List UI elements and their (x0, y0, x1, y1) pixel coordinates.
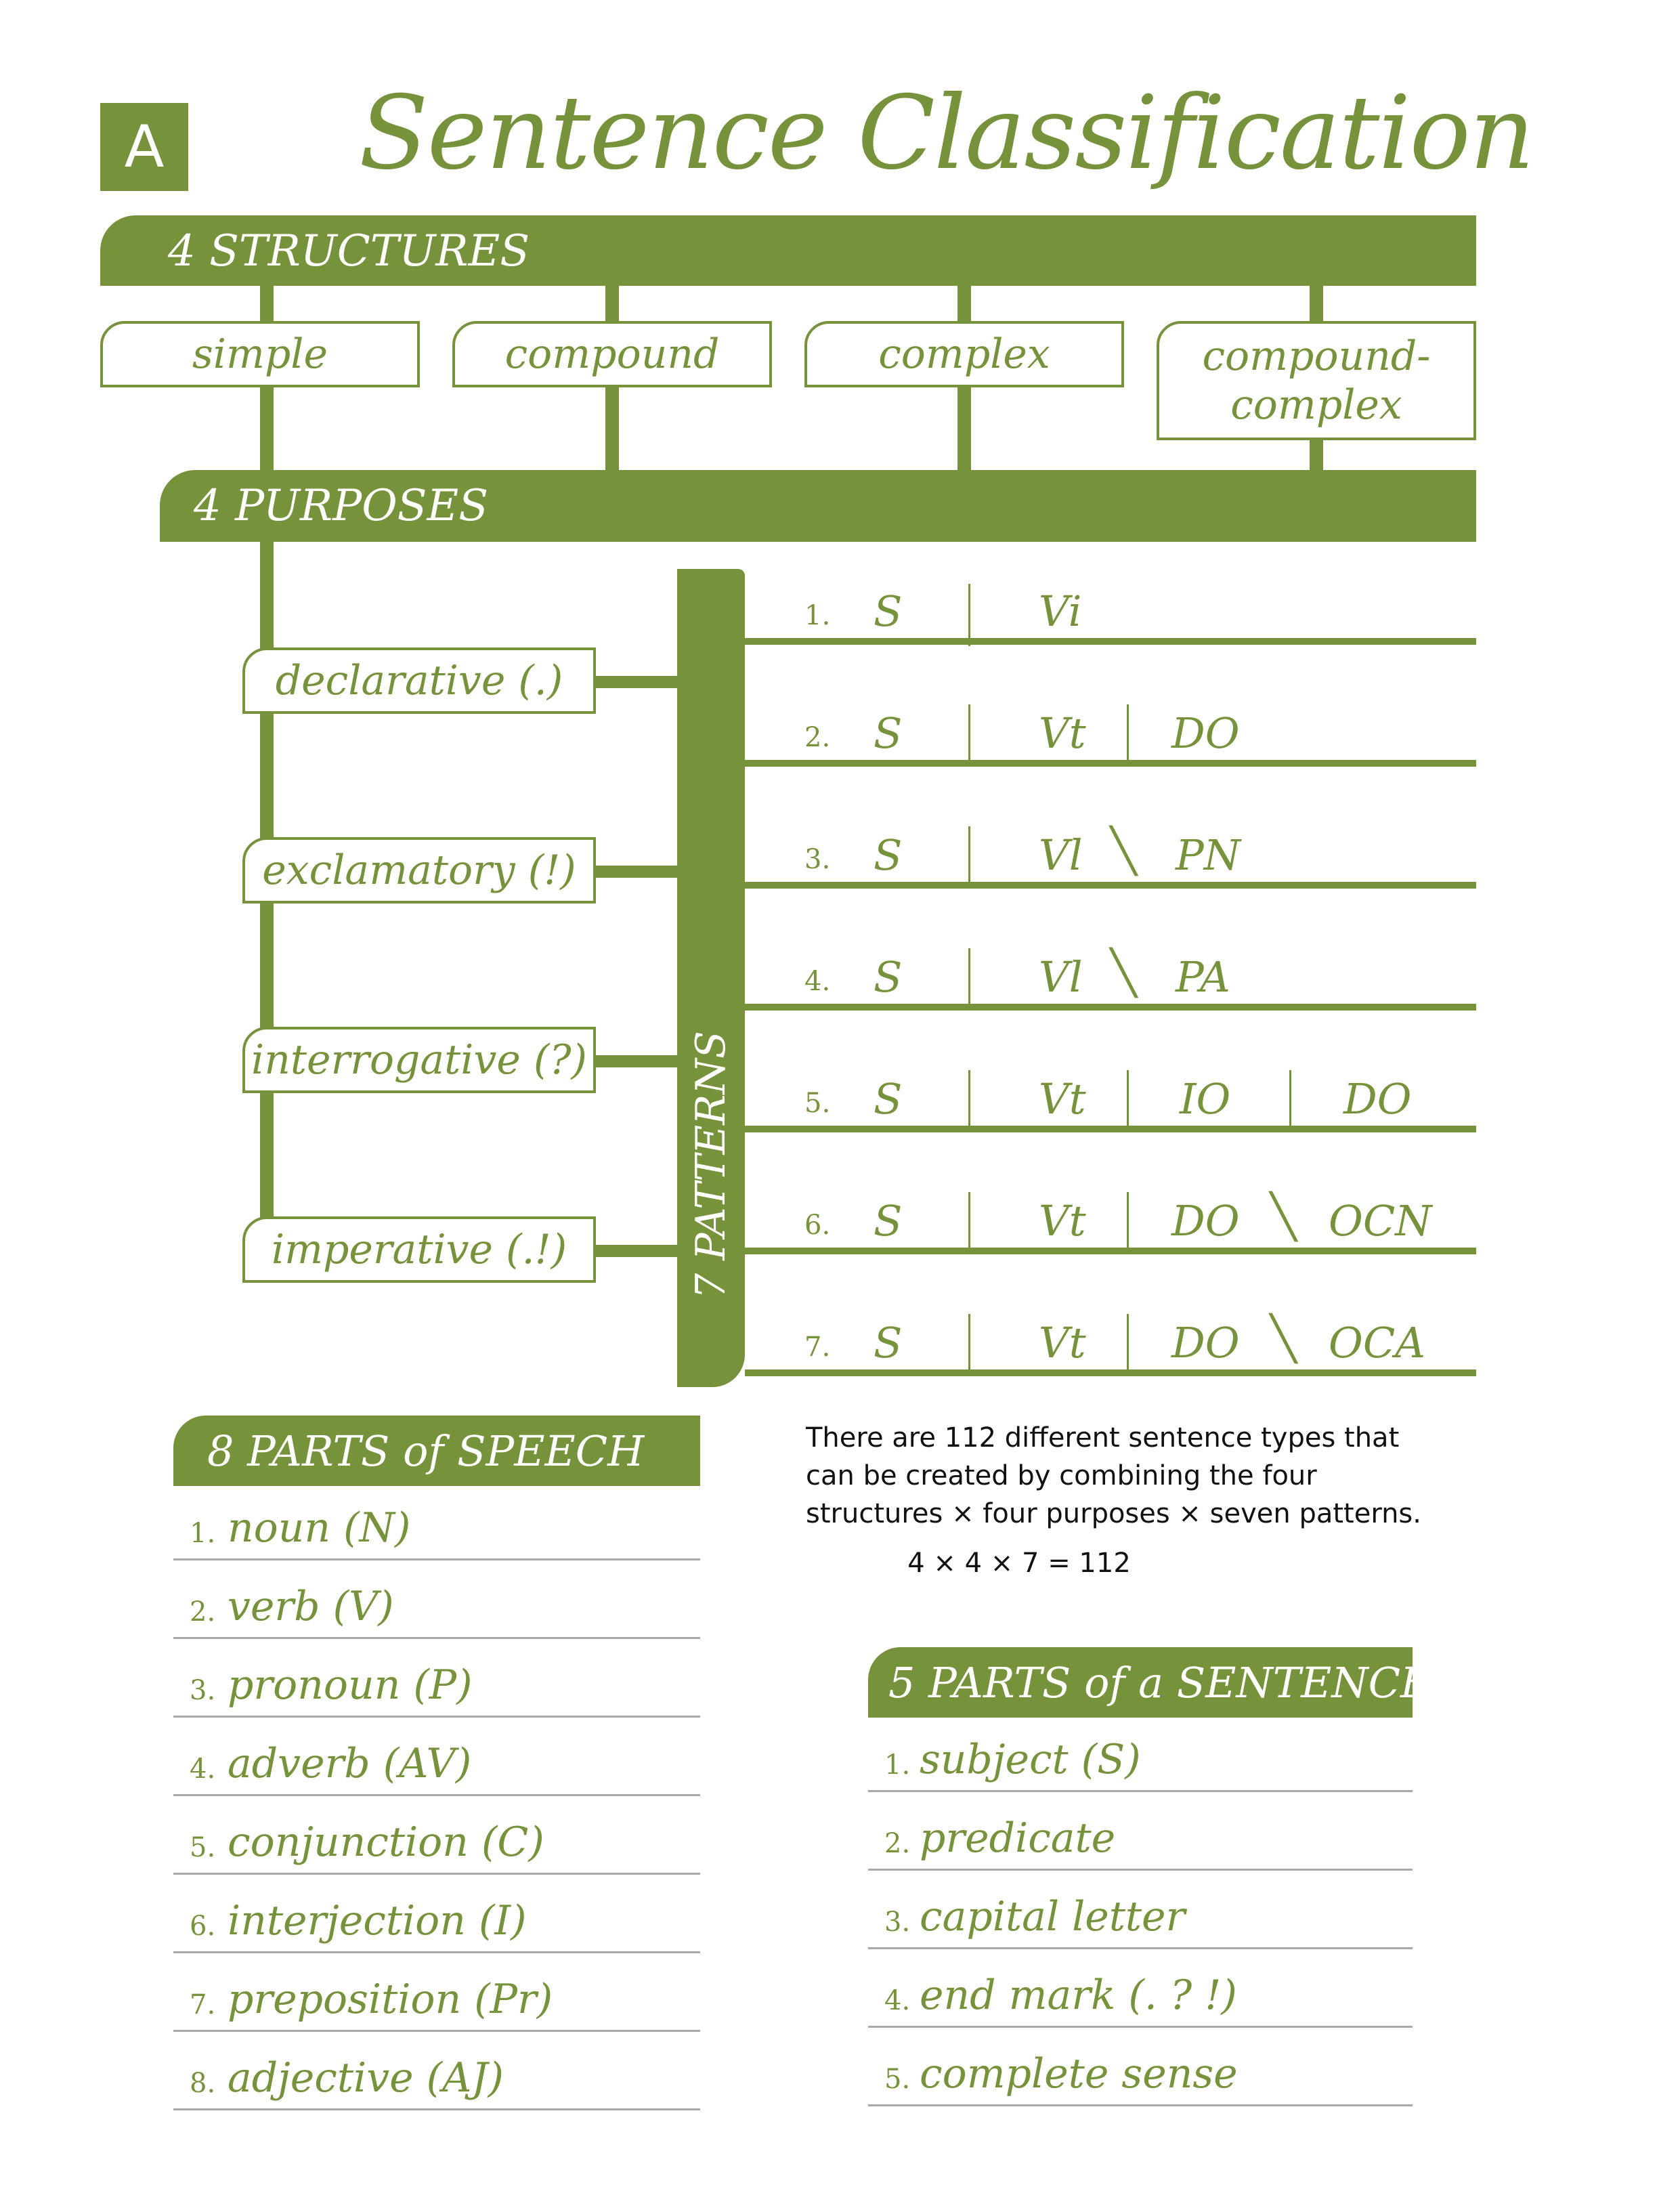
pattern-3-subject: S (874, 830, 903, 880)
pattern-1-separator (968, 584, 970, 646)
purpose-exclamatory: exclamatory (!) (242, 837, 596, 904)
section-letter-badge: A (100, 103, 188, 191)
pattern-4-verb: Vl (1039, 952, 1083, 1002)
pattern-row-line-4 (745, 1004, 1476, 1011)
purpose-declarative: declarative (.) (242, 647, 596, 714)
list-item: 1. subject (S) (868, 1714, 1413, 1792)
pattern-6-verb: Vt (1039, 1196, 1086, 1246)
pattern-7-complement: OCA (1329, 1318, 1426, 1367)
structures-bar (100, 215, 1476, 286)
parts-of-sentence-heading: 5 PARTS of a SENTENCE (888, 1658, 1431, 1707)
pattern-7-direct-object: DO (1171, 1318, 1240, 1367)
pattern-6-separator-2 (1127, 1192, 1129, 1254)
pattern-2-subject: S (874, 708, 903, 758)
sentence-types-note: There are 112 different sentence types that can be created by combining the four structures × four purposes × seven patterns. (806, 1422, 1421, 1529)
pattern-3-separator (968, 826, 970, 889)
pattern-3-complement-slash: ╲ (1111, 826, 1137, 876)
pattern-number-6: 6. (804, 1210, 831, 1241)
list-item: 2. verb (V) (173, 1560, 700, 1639)
pattern-4-subject: S (874, 952, 903, 1002)
pattern-7-complement-slash: ╲ (1270, 1314, 1297, 1364)
pattern-5-direct-object: DO (1343, 1074, 1412, 1124)
parts-of-sentence-header (868, 1647, 1431, 1718)
structures-heading: 4 STRUCTURES (168, 226, 530, 276)
pattern-number-5: 5. (804, 1088, 831, 1119)
pattern-3-verb: Vl (1039, 830, 1083, 880)
structure-compound: compound (452, 321, 772, 387)
pattern-5-indirect-object: IO (1180, 1074, 1231, 1124)
pattern-row-line-7 (745, 1369, 1476, 1376)
connector-interrogative-patterns (596, 1055, 679, 1067)
connector-declarative-patterns (596, 676, 679, 688)
list-item: 7. preposition (Pr) (173, 1953, 700, 2032)
list-item: 2. predicate (868, 1792, 1413, 1871)
pattern-7-separator-2 (1127, 1314, 1129, 1376)
compound-complex-line2: complex (1230, 381, 1402, 429)
pattern-3-complement: PN (1176, 830, 1241, 880)
structure-complex: complex (804, 321, 1124, 387)
pattern-7-subject: S (874, 1318, 903, 1367)
structure-simple: simple (100, 321, 420, 387)
pattern-6-separator-1 (968, 1192, 970, 1254)
pattern-row-line-2 (745, 760, 1476, 767)
pattern-5-separator-2 (1127, 1070, 1129, 1132)
pattern-6-direct-object: DO (1171, 1196, 1240, 1246)
pattern-7-verb: Vt (1039, 1318, 1086, 1367)
pattern-6-subject: S (874, 1196, 903, 1246)
parts-of-speech-header (173, 1416, 700, 1486)
pattern-row-line-3 (745, 882, 1476, 889)
pattern-number-2: 2. (804, 722, 831, 753)
purposes-heading: 4 PURPOSES (194, 481, 489, 531)
pattern-2-verb: Vt (1039, 708, 1086, 758)
patterns-heading: 7 PATTERNS (687, 1031, 735, 1299)
pattern-4-separator (968, 948, 970, 1011)
list-item: 1. noun (N) (173, 1482, 700, 1560)
pattern-row-line-1 (745, 638, 1476, 645)
connector-imperative-patterns (596, 1245, 679, 1257)
pattern-4-complement: PA (1176, 952, 1230, 1002)
list-item: 5. conjunction (C) (173, 1796, 700, 1875)
pattern-number-3: 3. (804, 844, 831, 875)
pattern-number-4: 4. (804, 966, 831, 997)
pattern-2-separator-2 (1127, 704, 1129, 767)
page-title: Sentence Classification (359, 75, 1534, 192)
list-item: 3. pronoun (P) (173, 1639, 700, 1718)
pattern-5-separator-1 (968, 1070, 970, 1132)
list-item: 4. end mark (. ? !) (868, 1949, 1413, 2028)
list-item: 8. adjective (AJ) (173, 2032, 700, 2110)
pattern-5-subject: S (874, 1074, 903, 1124)
pattern-row-line-6 (745, 1248, 1476, 1254)
pattern-6-complement: OCN (1329, 1196, 1432, 1246)
purpose-interrogative: interrogative (?) (242, 1027, 596, 1093)
list-item: 6. interjection (I) (173, 1875, 700, 1953)
pattern-4-complement-slash: ╲ (1111, 948, 1137, 998)
list-item: 5. complete sense (868, 2028, 1413, 2106)
list-item: 4. adverb (AV) (173, 1718, 700, 1796)
pattern-7-separator-1 (968, 1314, 970, 1376)
parts-of-speech-heading: 8 PARTS of SPEECH (207, 1426, 645, 1476)
compound-complex-line1: compound- (1202, 333, 1431, 380)
purposes-bar (160, 470, 1476, 542)
list-item: 3. capital letter (868, 1871, 1413, 1949)
pattern-2-separator-1 (968, 704, 970, 767)
pattern-row-line-5 (745, 1126, 1476, 1132)
pattern-6-complement-slash: ╲ (1270, 1192, 1297, 1242)
purpose-imperative: imperative (.!) (242, 1216, 596, 1283)
sentence-types-equation: 4 × 4 × 7 = 112 (907, 1548, 1131, 1579)
connector-exclamatory-patterns (596, 866, 679, 878)
pattern-1-subject: S (874, 587, 903, 636)
pattern-number-1: 1. (804, 600, 831, 631)
pattern-5-separator-3 (1289, 1070, 1291, 1132)
pattern-5-verb: Vt (1039, 1074, 1086, 1124)
pattern-1-verb: Vi (1039, 587, 1082, 636)
pattern-2-object: DO (1171, 708, 1240, 758)
structure-compound-complex (1157, 321, 1476, 440)
pattern-number-7: 7. (804, 1332, 831, 1363)
